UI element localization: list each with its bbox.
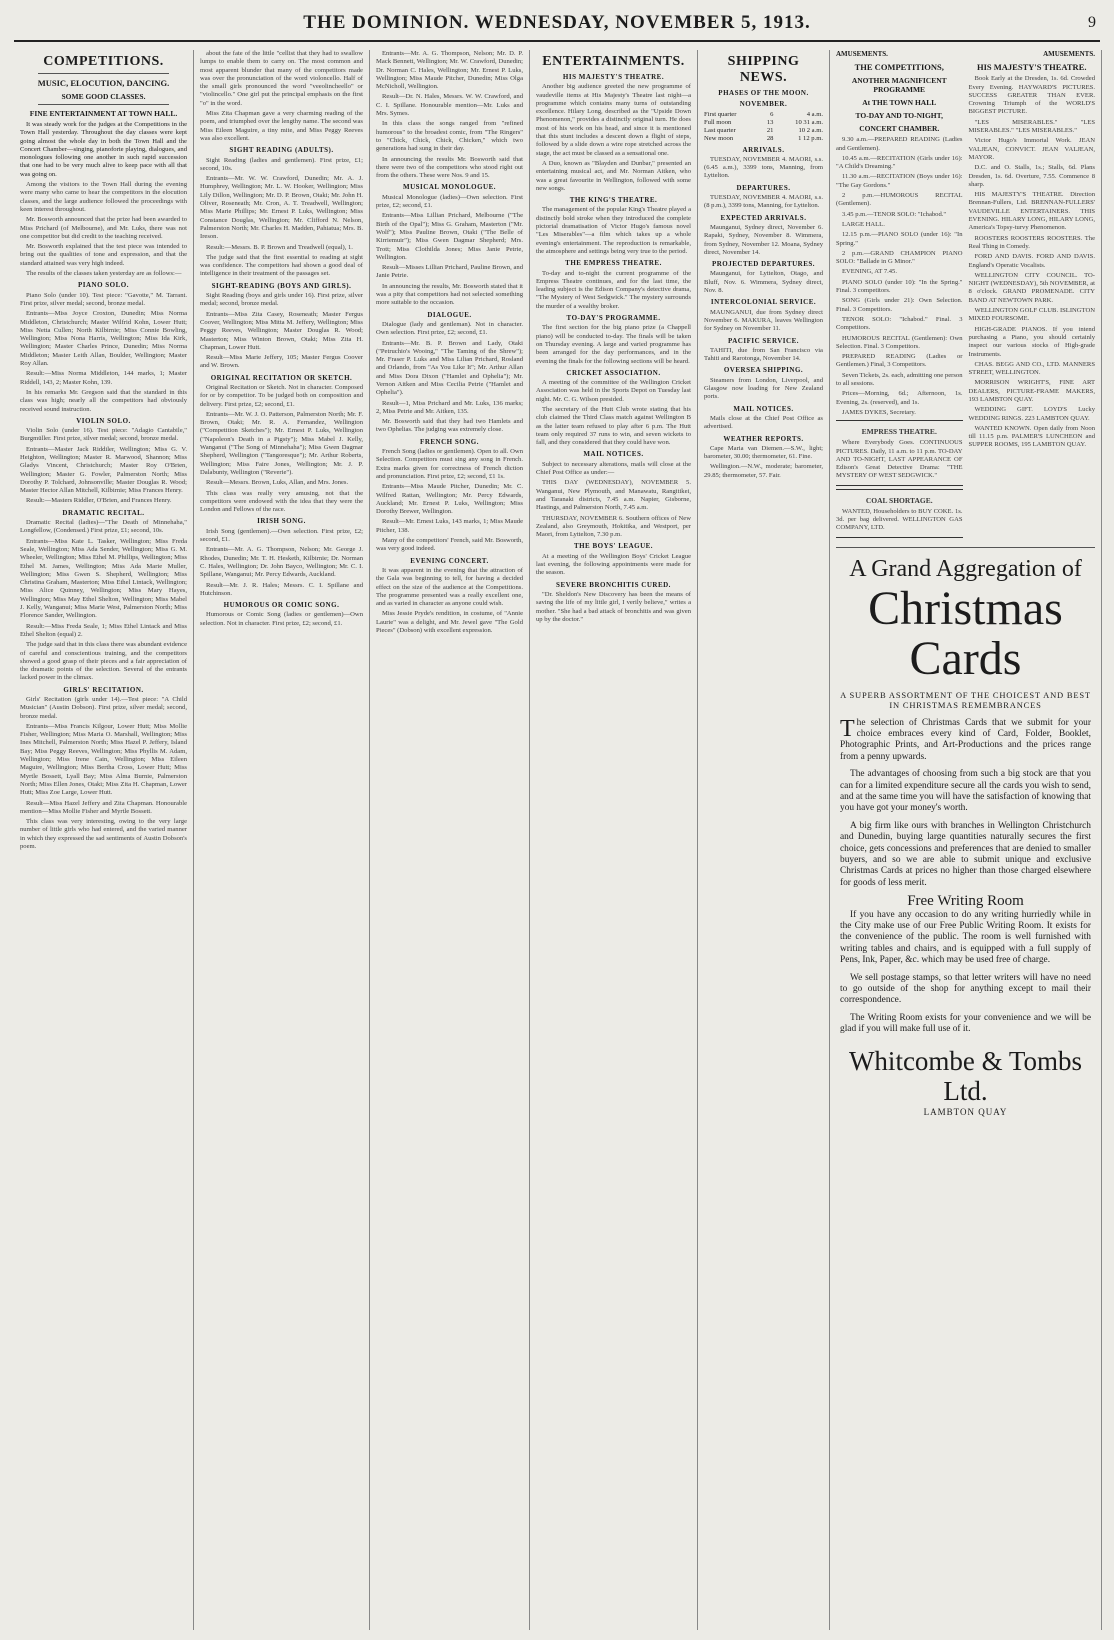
free-writing-body-1: If you have any occasion to do any writing hurriedly while in the City make use of our Free Public Writing Room. It exists for the convenience of the public. The room is well furnished with writing tables and chairs, and is equipped with a full supply of Pens, Ink, Paper, &c. which may be used free of charge.: [840, 909, 1091, 966]
mail-notices-heading: MAIL NOTICES.: [583, 450, 644, 459]
page-number: 9: [1088, 14, 1096, 31]
col3-body-top: Entrants—Mr. A. G. Thompson, Nelson; Mr. D. P. Mack Bennett, Wellington; Mr. W. Crawford, Dunedin; Dr. Norman C. Hales, Wellington; Mr. Ernest P. Luks, Wellington; Miss Maude Pitcher, Dunedin; Miss Olga McNicholl, Wellington. Result—Dr. N. Hales, Messrs. W. W. Crawford, and C. I. Spillane. Honourable mention—Mr. Luks and Mrs. Symes. In this class the songs ranged from "refined humorous" to the broadest comic, from "The Ringers" to "Chick, Chick, Chick, Chicken," which two generations had sung in their day. In announcing the results Mr. Bosworth said that there were two of the competitors who stood right out from the others. These were Nos. 9 and 15.: [376, 50, 523, 180]
piano-solo-heading: PIANO SOLO.: [77, 281, 129, 290]
todays-programme-heading: TO-DAY'S PROGRAMME.: [566, 314, 661, 323]
mail-notices-body: Subject to necessary alterations, mails will close at the Chief Post Office as under:— THIS DAY (WEDNESDAY), NOVEMBER 5. Wanganui, New Plymouth, and Manawatu, Rangitikei, and Taranaki districts, 7.45 a.m. Napier, Gisborne, Hastings, and Palmerston North, 7.45 a.m. THURSDAY, NOVEMBER 6. Southern offices of New Zealand, also Greymouth, Hokitika, and Westport, per Maori, from Lyttelton, 7.30 p.m.: [536, 460, 691, 539]
competitions-intro: It was steady work for the judges at the Competitions in the Town Hall yesterday. Throughout the day classes were kept going almost the whole day in both the Town Hall and the Concert Chamber—singing, pianoforte playing, dialogues, and monologues following one another in such rapid succession that one had to be very much alive to keep pace with all that was going on.: [20, 121, 187, 178]
original-recitation-body: Original Recitation or Sketch. Not in character. Composed for or by competitor. To be judged both on composition and delivery. First prize, £2; second, £1. Entrants—Mr. W. J. O. Patterson, Palmerston North; Mr. F. Brown, Otaki; Mr. R. A. Fernandez, Wellington ("Competition Sketches"); Mr. Ernest P. Luks, Wellington ("Napoleon's Death in a Pigsty"); Miss Mabel J. Kelly, Wanganui ("The Song of Minnehaha"); Miss Gwen Dagmar Shepherd, Wellington ("Tangoresque"); Mr. Arthur Roberts, Wellington; Miss Faire Jones, Wellington; Mr. J. P. Dalabunty, Wellington ("Reverie"). Result—Messrs. Brown, Luks, Allan, and Mrs. Jones. This class was really very amusing, not that the competitors were endowed with the idea that they were the London and Fellows of the race.: [200, 383, 363, 514]
weather-reports-heading: WEATHER REPORTS.: [723, 434, 804, 443]
masthead: [14, 8, 1100, 42]
irish-song-body: Irish Song (gentlemen).—Own selection. First prize, £2; second, £1. Entrants—Mr. A. G. Thompson, Nelson; Mr. George J. Rhodes, Dunedin; Mr. T. H. Hesketh, Kilbirnie; Dr. Norman C. Hales, Wellington; Dr. John Bayco, Wellington; Mr. C. I. Spillane, Wanganui; Mr. Percy Edwards, Auckland. Result—Mr. J. R. Hales; Messrs. C. I. Spillane and Hutchinson.: [200, 527, 363, 597]
musical-monologue-heading: MUSICAL MONOLOGUE.: [402, 183, 496, 192]
arrivals-heading: ARRIVALS.: [742, 145, 785, 154]
column-amusements: [830, 50, 1102, 1630]
departures-heading: DEPARTURES.: [736, 183, 791, 192]
projected-departures-body: Maunganui, for Lyttelton, Otago, and Bluff, Nov. 6. Wimmera, Sydney direct, Nov. 8.: [704, 270, 823, 295]
his-majestys-heading: HIS MAJESTY'S THEATRE.: [562, 73, 665, 81]
humorous-song-heading: HUMOROUS OR COMIC SONG.: [223, 601, 340, 610]
boys-league-heading: THE BOYS' LEAGUE.: [573, 542, 654, 551]
xmas-ad-subtitle: A SUPERB ASSORTMENT OF THE CHOICEST AND BEST IN CHRISTMAS REMEMBRANCES: [840, 689, 1091, 710]
shipping-mail-notices-heading: MAIL NOTICES.: [733, 404, 794, 413]
dramatic-recital-heading: DRAMATIC RECITAL.: [62, 508, 145, 517]
violin-solo-body: Violin Solo (under 16). Test piece: "Adagio Cantabile," Burgmüller. First prize, silver medal; second, bronze medal. Entrants—Master Jack Riddiler, Wellington; Miss G. V. Heighton, Wellington; Master R. Marwood, Shannon; Miss Gladys Vincent, Christchurch; Master Roy O'Brien, Wellington; Master G. Fowler, Palmerston North; Miss Dorothy P. Tolchard, Johnsonville; Master Douglas R. Wood; Master Hector Allan Mitchell, Kilbirnie; Miss Frances Henry. Result:—Masters Riddler, O'Brien, and Frances Henry.: [20, 427, 187, 505]
shipping-title: SHIPPING NEWS.: [727, 54, 800, 85]
coal-shortage-ad: COAL SHORTAGE. WANTED, Householders to BUY COKE. 1s. 3d. per bag delivered. WELLINGTON GAS COMPANY, LTD.: [836, 489, 963, 538]
cricket-association-heading: CRICKET ASSOCIATION.: [566, 368, 661, 377]
entertainments-title: ENTERTAINMENTS.: [542, 54, 685, 69]
moon-phases-table: [704, 111, 823, 143]
xmas-ad-body-3: A big firm like ours with branches in Wellington Christchurch and Dunedin, buying large quantities naturally secures the first choice, gets concessions and preferences that are denied to smaller buyers, and so we are able to submit unique and exclusive Christmas Cards at prices no higher than those charged elsewhere for goods of less merit.: [840, 820, 1091, 888]
cricket-association-body: A meeting of the committee of the Wellington Cricket Association was held in the Sports Depot on Tuesday last night. Mr. C. G. Wilson presided. The secretary of the Hutt Club wrote stating that his club claimed the Third Class match against Wellington B as the latter team refused to play after 6 p.m. The Hutt team only required 37 runs to win, and seven wickets to fall, and they considered that they could have won.: [536, 379, 691, 447]
his-majestys-ad: HIS MAJESTY'S THEATRE. Book Early at the Dresden, 1s. 6d. Crowded Every Evening. HAYWARD'S PICTURES. SUCCESS GREATER THAN EVER. Crowning Triumph of the WORLD'S BIGGEST PICTURE. "LES MISERABLES." "LES MISERABLES." "LES MISERABLES." Victor Hugo's Immortal Work. JEAN VALJEAN, CONVICT. JEAN VALJEAN, MAYOR. D.C. and O. Stalls, 1s.; Stalls, 6d. Plans Dresden, 1s. 6d. Overture, 7.55. Commence 8 sharp. HIS MAJESTY'S THEATRE. Direction Brennan-Fullers, Ltd. BRENNAN-FULLERS' VAUDEVILLE ENTERTAINERS. THIS EVENING. HILARY LONG, HILARY LONG, America's Topsy-turvy Phenomenon. ROOSTERS ROOSTERS ROOSTERS. The Real Thing in Comedy. FORD AND DAVIS. FORD AND DAVIS. England's Operatic Vocalists. WELLINGTON CITY COUNCIL. TO-NIGHT (WEDNESDAY), 5th NOVEMBER, at 8 o'clock. GRAND PROMENADE. CITY BAND AT NEWTOWN PARK. WELLINGTON GOLF CLUB. ISLINGTON MIXED FOURSOME. HIGH-GRADE PIANOS. If you intend purchasing a Piano, you should certainly inspect our various stocks of High-grade Instruments. CHAS. BEGG AND CO., LTD. MANNERS STREET, WELLINGTON. MORRISON WRIGHT'S, FINE ART DEALERS, PICTURE-FRAME MAKERS, 193 LAMBTON QUAY. WEDDING GIFT. LOYD'S Lucky WEDDING RINGS. 223 LAMBTON QUAY. WANTED KNOWN. Open daily from Noon till 11.15 p.m. PALMER'S LUNCHEON and SUPPER ROOMS, 195 LAMBTON QUAY.: [968, 62, 1095, 449]
empress-theatre-body: To-day and to-night the current programme of the Empress Theatre continues, and for the last time, the leading subject is the Edison Company's detective drama, "The Mystery of West Sedgwick." The mystery surrounds the murder of a wealthy broker.: [536, 269, 691, 310]
column-entertainments: [530, 50, 698, 1630]
piano-solo-body: Piano Solo (under 10). Test piece: "Gavotte," M. Tarrant. First prize, silver medal; second, bronze medal. Entrants—Miss Joyce Croxton, Dunedin; Miss Norma Middleton, Christchurch; Master Wilfrid Kohn, Lower Hutt; Miss Netta Cullen; North Kilbirnie; Miss Connie Bowling, Wellington; Miss Nona Harris, Wellington; Miss Ida Kirk, Wellington; Master Charles Prince, Dunedin; Miss Norma Middleton; Master Leith Allan, Boulder, Wellington; Master Roy Allan. Result:—Miss Norma Middleton, 144 marks, 1; Master Riddell, 143, 2; Master Kohn, 139. In his remarks Mr. Gregson said that the standard in this class was high; nearly all the competitors had obviously received sound instruction.: [20, 291, 187, 413]
intercolonial-heading: INTERCOLONIAL SERVICE.: [710, 298, 817, 307]
amusements-headers: [836, 50, 1095, 58]
bronchitis-body: "Dr. Sheldon's New Discovery has been the means of saving the life of my little girl, I verily believe," writes a mother. "She had a bad attack of bronchitis and was given up by the doctor.": [536, 590, 691, 623]
dialogue-heading: DIALOGUE.: [427, 310, 472, 319]
paper-title: THE DOMINION. WEDNESDAY, NOVEMBER 5, 1913.: [303, 12, 811, 33]
oversea-shipping-body: Steamers from London, Liverpool, and Glasgow now loading for New Zealand ports.: [704, 376, 823, 401]
table-row: Full moon 13 10 31 a.m.: [704, 118, 823, 126]
table-row: First quarter 6 4 a.m.: [704, 110, 823, 118]
kings-theatre-heading: THE KING'S THEATRE.: [569, 196, 658, 205]
free-writing-body-3: The Writing Room exists for your convenience and we will be glad if you will make full use of it.: [840, 1012, 1091, 1035]
col2-body-top: about the fate of the little "cellist that they had to swallow lumps to enable them to carry on. The most common and most apparent blunder that many of the competitors made was over the pronunciation of the word violoncello. Half of the small girls pronounced the word "veeolincheello" or "violincello." One girl put the principal emphasis on the first "o" in the word. Miss Zita Chapman gave a very charming reading of the poem, and triumphed over the lengthy name. The second was Miss Eileen Maguire, a tiny mite, and Miss Peggy Reeves was also excellent.: [200, 50, 363, 142]
amusements-right-heading: AMUSEMENTS.: [1043, 50, 1095, 58]
pacific-body: TAHITI, due from San Francisco via Tahiti and Rarotonga, November 14.: [704, 346, 823, 363]
bronchitis-heading: SEVERE BRONCHITIS CURED.: [556, 580, 671, 589]
girls-recitation-body: Girls' Recitation (girls under 14).—Test piece: "A Child Musician" (Austin Dobson). First prize, silver medal; second, bronze medal. Entrants—Miss Francis Kilgour, Lower Hutt; Miss Mollie Fisher, Wellington; Miss Maria O. Marshall, Wellington; Miss Ines Mitchell, Palmerston North; Miss Hazel P. Jeffery, Island Bay; Miss Peggy Reeves, Wellington; Miss Phyllis M. Adam, Wellington; Miss Irene Cain, Wellington; Miss Eileen Maguire, Wellington; Miss Bertha Cross, Lower Hutt; Miss Myrtle Bossett, Lyall Bay; Miss Alma Burnie, Palmerston North; Miss Ellen Jones, Otaki; Miss Zita H. Chapman, Lower Hutt; Miss Zoe Large, Lower Hutt. Result—Miss Hazel Jeffery and Zita Chapman. Honourable mention—Miss Mollie Fisher and Myrtle Bossett. This class was very interesting, owing to the very large number of little girls who had entered, and the varied manner in which they expressed the sad sentiments of Austin Dobson's poem.: [20, 696, 187, 851]
lambton-quay: LAMBTON QUAY: [923, 1106, 1008, 1117]
sight-reading-adults-body: Sight Reading (ladies and gentlemen). First prize, £1; second, 10s. Entrants—Mr. W. W. Crawford, Dunedin; Mr. A. J. Humphrey, Wellington; Mr. L. W. Hooker, Wellington; Miss Lily Dillon, Wellington; Mr. D. P. Brown, Otaki; Mr. John H. Oliver, Roseneath; Mr. Cron, A. T. Treadwell, Wellington; Miss Marie Phillips; Mr. Ernest P. Luks, Wellington; Miss Constance Douglas, Wellington; Mr. Clifford N. Nelson, Palmerston North; Mr. Charles H. Madden, Pahiatua; Mrs. B. Ireson. Result:—Messrs. B. P. Brown and Treadwell (equal), 1. The judge said that the first essential to reading at sight was confidence. The competitors had shown a good deal of intelligence in their treatment of the passages set.: [200, 156, 363, 278]
pacific-heading: PACIFIC SERVICE.: [727, 336, 800, 345]
todays-programme-body: The first section for the big piano prize (a Chappell piano) will be conducted to-day. The finals will be taken on Thursday evening. A large and varied programme has been arranged for the day performances, and in the evening the finals for the following sections will be heard.: [536, 324, 691, 365]
column-competitions-3: [370, 50, 530, 1630]
competitions-section: FINE ENTERTAINMENT AT TOWN HALL.: [29, 109, 178, 118]
sight-reading-boys-girls-body: Sight Reading (boys and girls under 16). First prize, silver medal; second, bronze medal. Entrants—Miss Zita Casey, Roseneath; Master Fergus Coover, Wellington; Miss Mitta M. Jeffery, Wellington; Miss Peggy Reeves, Wellington; Master Douglas R. Wood; Masterton; Miss Winton Brown, Otaki; Miss Zita H. Chapman, Lower Hutt. Result—Miss Marie Jeffery, 105; Master Fergus Coover and W. Brown.: [200, 292, 363, 370]
dialogue-body: Dialogue (lady and gentleman). Not in character. Own selection. First prize, £2; second, £1. Entrants—Mr. B. P. Brown and Lady, Otaki ("Petruchio's Wooing," "The Taming of the Shrew"); Mr. Fraser P. Luks and Miss Lilian Prichard, Rosland and Orlando, from "As You Like It"; Mr. Arthur Allan and Miss Dora Dixon ("Hamlet and Ophelia"); Mr. Vernon Aitken and Miss Cecilia Petrie ("Hamlet and Ophelia"). Result—1, Miss Prichard and Mr. Luks, 136 marks; 2, Miss Petrie and Mr. Aitken, 135. Mr. Bosworth said that they had two Hamlets and two Ophelias. The judging was extremely close.: [376, 320, 523, 434]
kings-theatre-body: The management of the popular King's Theatre played a distinctly bold stroke when they introduced the complete pictorial dramatisation of Victor Hugo's famous novel "Les Miserables"—a film which takes up a whole evening's entertainment. The reproduction is remarkable, the atmosphere and settings being very true to the period.: [536, 206, 691, 255]
free-writing-body-2: We sell postage stamps, so that letter writers will have no need to go outside of the shop for anything except to mail their correspondence.: [840, 972, 1091, 1006]
xmas-ad-body-1: The selection of Christmas Cards that we submit for your choice embraces every kind of Card, Folder, Booklet, Photographic Prints, and Art-Productions and the prices range from a penny upwards.: [840, 715, 1091, 762]
intercolonial-body: MAUNGANUI, due from Sydney direct November 6. MAKURA, leaves Wellington for Sydney on November 11.: [704, 308, 823, 333]
empress-theatre-heading: THE EMPRESS THEATRE.: [565, 259, 662, 268]
xmas-ad-title: A Grand Aggregation of: [849, 555, 1082, 582]
expected-arrivals-body: Maunganui, Sydney direct, November 6. Rapaki, Sydney, November 8. Wimmera, from Sydney, November 12. Moana, Sydney direct, November 14.: [704, 223, 823, 256]
col1-body: Among the visitors to the Town Hall during the evening were many who came to hear the competitors in the elocution classes, and the large audience followed the proceedings with keen interest throughout. Mr. Bosworth announced that the prize had been awarded to Miss Prichard (of Melbourne), and Mr. Luks, there was not one competitor but did credit to the teaching received. Mr. Bosworth explained that the test piece was intended to bring out the qualities of tone and expression, and that the standard attained was very high indeed. The results of the classes taken yesterday are as follows:—: [20, 181, 187, 278]
table-row: Last quarter 21 10 2 a.m.: [704, 126, 823, 134]
boys-league-body: At a meeting of the Wellington Boys' Cricket League last evening, the following appointments were made for the season.: [536, 552, 691, 577]
phases-heading: PHASES OF THE MOON.: [718, 89, 809, 97]
humorous-song-body: Humorous or Comic Song (ladies or gentlemen)—Own selection. Not in character. First prize, £2; second, £1.: [200, 611, 363, 627]
irish-song-heading: IRISH SONG.: [257, 517, 306, 526]
french-song-heading: FRENCH SONG.: [420, 437, 479, 446]
competitions-subtitle: MUSIC, ELOCUTION, DANCING.: [37, 78, 170, 88]
amusements-left-heading: AMUSEMENTS.: [836, 50, 888, 58]
arrivals-body: TUESDAY, NOVEMBER 4. MAORI, s.s. (6.45 a.m.), 3399 tons, Manning, from Lyttelton.: [704, 155, 823, 180]
sight-reading-adults-heading: SIGHT READING (ADULTS).: [229, 146, 334, 155]
table-row: New moon 28 1 12 p.m.: [704, 134, 823, 142]
xmas-ad-body-2: The advantages of choosing from such a big stock are that you can for a limited expenditure secure all the cards you wish to send, and at the same time you will have the satisfaction of knowing that you have got your money's worth.: [840, 769, 1091, 814]
projected-departures-heading: PROJECTED DEPARTURES.: [711, 260, 816, 269]
his-majestys-body: Another big audience greeted the new programme of vaudeville items at His Majesty's Theatre last night—a programme which contains many turns of outstanding excellence. Hilary Long, described as the "Upside Down Phenomenon," provides a distinctly original turn. He does most of his work on his head, and since it is mentioned that this stunt includes a descent down a flight of steps, followed by a slide down a wire rope stretched across the stage, the act must be classed as a sensational one. A Duo, known as "Blayden and Dunbar," presented an entertaining musical act, and Mr. Norman Aitken, who was a great favourite in Wellington, followed with some new songs.: [536, 83, 691, 192]
evening-concert-heading: EVENING CONCERT.: [410, 556, 489, 565]
competitions-ad: THE COMPETITIONS, ANOTHER MAGNIFICENT PROGRAMME At THE TOWN HALL TO-DAY AND TO-NIGHT, CONCERT CHAMBER. 9.30 a.m.—PREPARED READING (Ladies and Gentlemen). 10.45 a.m.—RECITATION (Girls under 16): "A Child's Dreaming." 11.30 a.m.—RECITATION (Boys under 16): "The Gay Gordons." 2 p.m.—HUMOROUS RECITAL (Gentlemen). 3.45 p.m.—TENOR SOLO: "Ichabod." LARGE HALL. 12.15 p.m.—PIANO SOLO (under 16): "In Spring." 2 p.m.—GRAND CHAMPION PIANO SOLO: "Ballade in G Minor." EVENING, AT 7.45. PIANO SOLO (under 10): "In the Spring." Final. 3 competitors. SONG (Girls under 21): Own Selection. Final. 3 Competitors. TENOR SOLO: "Ichabod." Final. 3 Competitors. HUMOROUS RECITAL (Gentlemen): Own Selection. Final. 3 Competitors. PREPARED READING (Ladies or Gentlemen.) Final, 3 Competitors. Seven Tickets, 2s. each, admitting one person to all sessions. Prices—Morning, 6d.; Afternoon, 1s. Evening, 2s. (reserved), and 1s. JAMES DYKES, Secretary. EMPRESS THEATRE. Where Everybody Goes. CONTINUOUS PICTURES. Daily, 11 a.m. to 11 p.m. TO-DAY AND TO-NIGHT, LAST APPEARANCE OF Edison's Great Detective Drama: "THE MYSTERY OF WEST SEDGWICK." COAL SHORTAGE. WANTED, Householders to BUY COKE. 1s. 3d. per bag delivered. WELLINGTON GAS COMPANY, LTD.: [836, 58, 963, 540]
column-shipping: [698, 50, 830, 1630]
empress-ad: EMPRESS THEATRE. Where Everybody Goes. CONTINUOUS PICTURES. Daily, 11 a.m. to 11 p.m. TO-DAY AND TO-NIGHT, LAST APPEARANCE OF Edison's Great Detective Drama: "THE MYSTERY OF WEST SEDGWICK.": [836, 420, 963, 485]
musical-monologue-body: Musical Monologue (ladies)—Own selection. First prize, £2; second, £1. Entrants—Miss Lillian Prichard, Melbourne ("The Birth of the Opal"); Miss G. Graham, Masterton ("Mr. Wolf"); Miss Pauline Brown, Otaki ("The Belle of Kirriemuir"); Miss Gwen Dagmar Shepherd; Mrs. Trott; Miss Clothilda Jones; Miss Janie Petrie, Wellington. Result—Misses Lillian Prichard, Pauline Brown, and Janie Petrie. In announcing the results, Mr. Bosworth stated that it was a pity that competitors had not selected something more suitable to the occasion.: [376, 193, 523, 307]
free-writing-heading: Free Writing Room: [907, 893, 1024, 910]
shipping-mail-body: Mails close at the Chief Post Office as advertised.: [704, 414, 823, 431]
xmas-ad-heading: Christmas Cards: [868, 581, 1063, 685]
girls-recitation-heading: GIRLS' RECITATION.: [63, 685, 144, 694]
evening-concert-body: It was apparent in the evening that the attraction of the Gala was beginning to tell, for having a decided effect on the size of the audience at the Competitions. The programme presented was a really excellent one, and as varied in character as anyone could wish. Miss Jessie Pryde's rendition, in costume, of "Annie Laurie" was a delight, and Mr. Jewel gave "The Gold Pieces" (Dobson) with excellent expression.: [376, 566, 523, 634]
departures-body: TUESDAY, NOVEMBER 4. MAORI, s.s. (8 p.m.), 3399 tons, Manning, for Lyttelton.: [704, 194, 823, 210]
dramatic-recital-body: Dramatic Recital (ladies)—"The Death of Minnehaha," Longfellow, (Condensed.) First prize, £1; second, 10s. Entrants—Miss Kate L. Tasker, Wellington; Miss Freda Seale, Wellington; Miss Ada Sender, Wellington; Miss G. M. Wheeler, Wellington; Miss Ethel M. Phillips, Wellington; Miss Ethel M. James, Wellington; Miss Ada Marie Muller, Wellington; Miss Gwen S. Shepherd, Wellington; Miss Christina Graham, Masterton; Miss Ethel Lintack, Wellington; Miss Alice Quinney, Wellington; Miss Mary Hayes, Wellington; Miss May Ethel Shelton, Wellington; Miss Mabel J. Kelly, Wanganui; Miss Marie West, Palmerston North; Miss Florence Sander, Wellington. Result:—Miss Freda Seale, 1; Miss Ethel Lintack and Miss Ethel Shelton (equal) 2. The judge said that in this class there was abundant evidence of careful and conscientious training, and the competitors showed a good grasp of their pieces and a fair appreciation of the dramatic points of the selection. Several of the entrants lacked power in the climax.: [20, 519, 187, 682]
competitions-deck: SOME GOOD CLASSES.: [61, 92, 146, 101]
column-competitions: [14, 50, 194, 1630]
violin-solo-heading: VIOLIN SOLO.: [76, 416, 131, 425]
expected-arrivals-heading: EXPECTED ARRIVALS.: [720, 213, 807, 222]
weather-reports-body: Cape Maria van Diemen.—S.W., light; barometer, 30.00; thermometer, 61. Fine. Wellington.—N.W., moderate; barometer, 29.85; thermometer, 57. Fair.: [704, 444, 823, 479]
competitions-title: COMPETITIONS.: [43, 54, 164, 69]
column-competitions-continued: [194, 50, 370, 1630]
oversea-shipping-heading: OVERSEA SHIPPING.: [723, 366, 804, 375]
french-song-body: French Song (ladies or gentlemen). Open to all. Own Selection. Competitors must sing any song in French. Extra marks given for correctness of French diction and pronunciation. First prize, £2; second, £1 1s. Entrants—Miss Maude Pitcher, Dunedin; Mr. C. Wilfred Rattan, Wellington; Mr. Percy Edwards, Auckland; Mr. Ernest P. Luks, Wellington; Miss Dorothy Brewer, Wellington. Result—Mr. Ernest Luks, 143 marks, 1; Miss Maude Pitcher, 138. Many of the competitors' French, said Mr. Bosworth, was very good indeed.: [376, 448, 523, 553]
amusements-ads: [836, 58, 1095, 540]
phases-month: NOVEMBER.: [739, 100, 788, 109]
whitcombe-tombs-brand: Whitcombe & Tombs Ltd.: [848, 1045, 1083, 1106]
original-recitation-heading: ORIGINAL RECITATION OR SKETCH.: [210, 373, 353, 382]
sight-reading-boys-girls-heading: SIGHT-READING (BOYS AND GIRLS).: [211, 281, 352, 290]
